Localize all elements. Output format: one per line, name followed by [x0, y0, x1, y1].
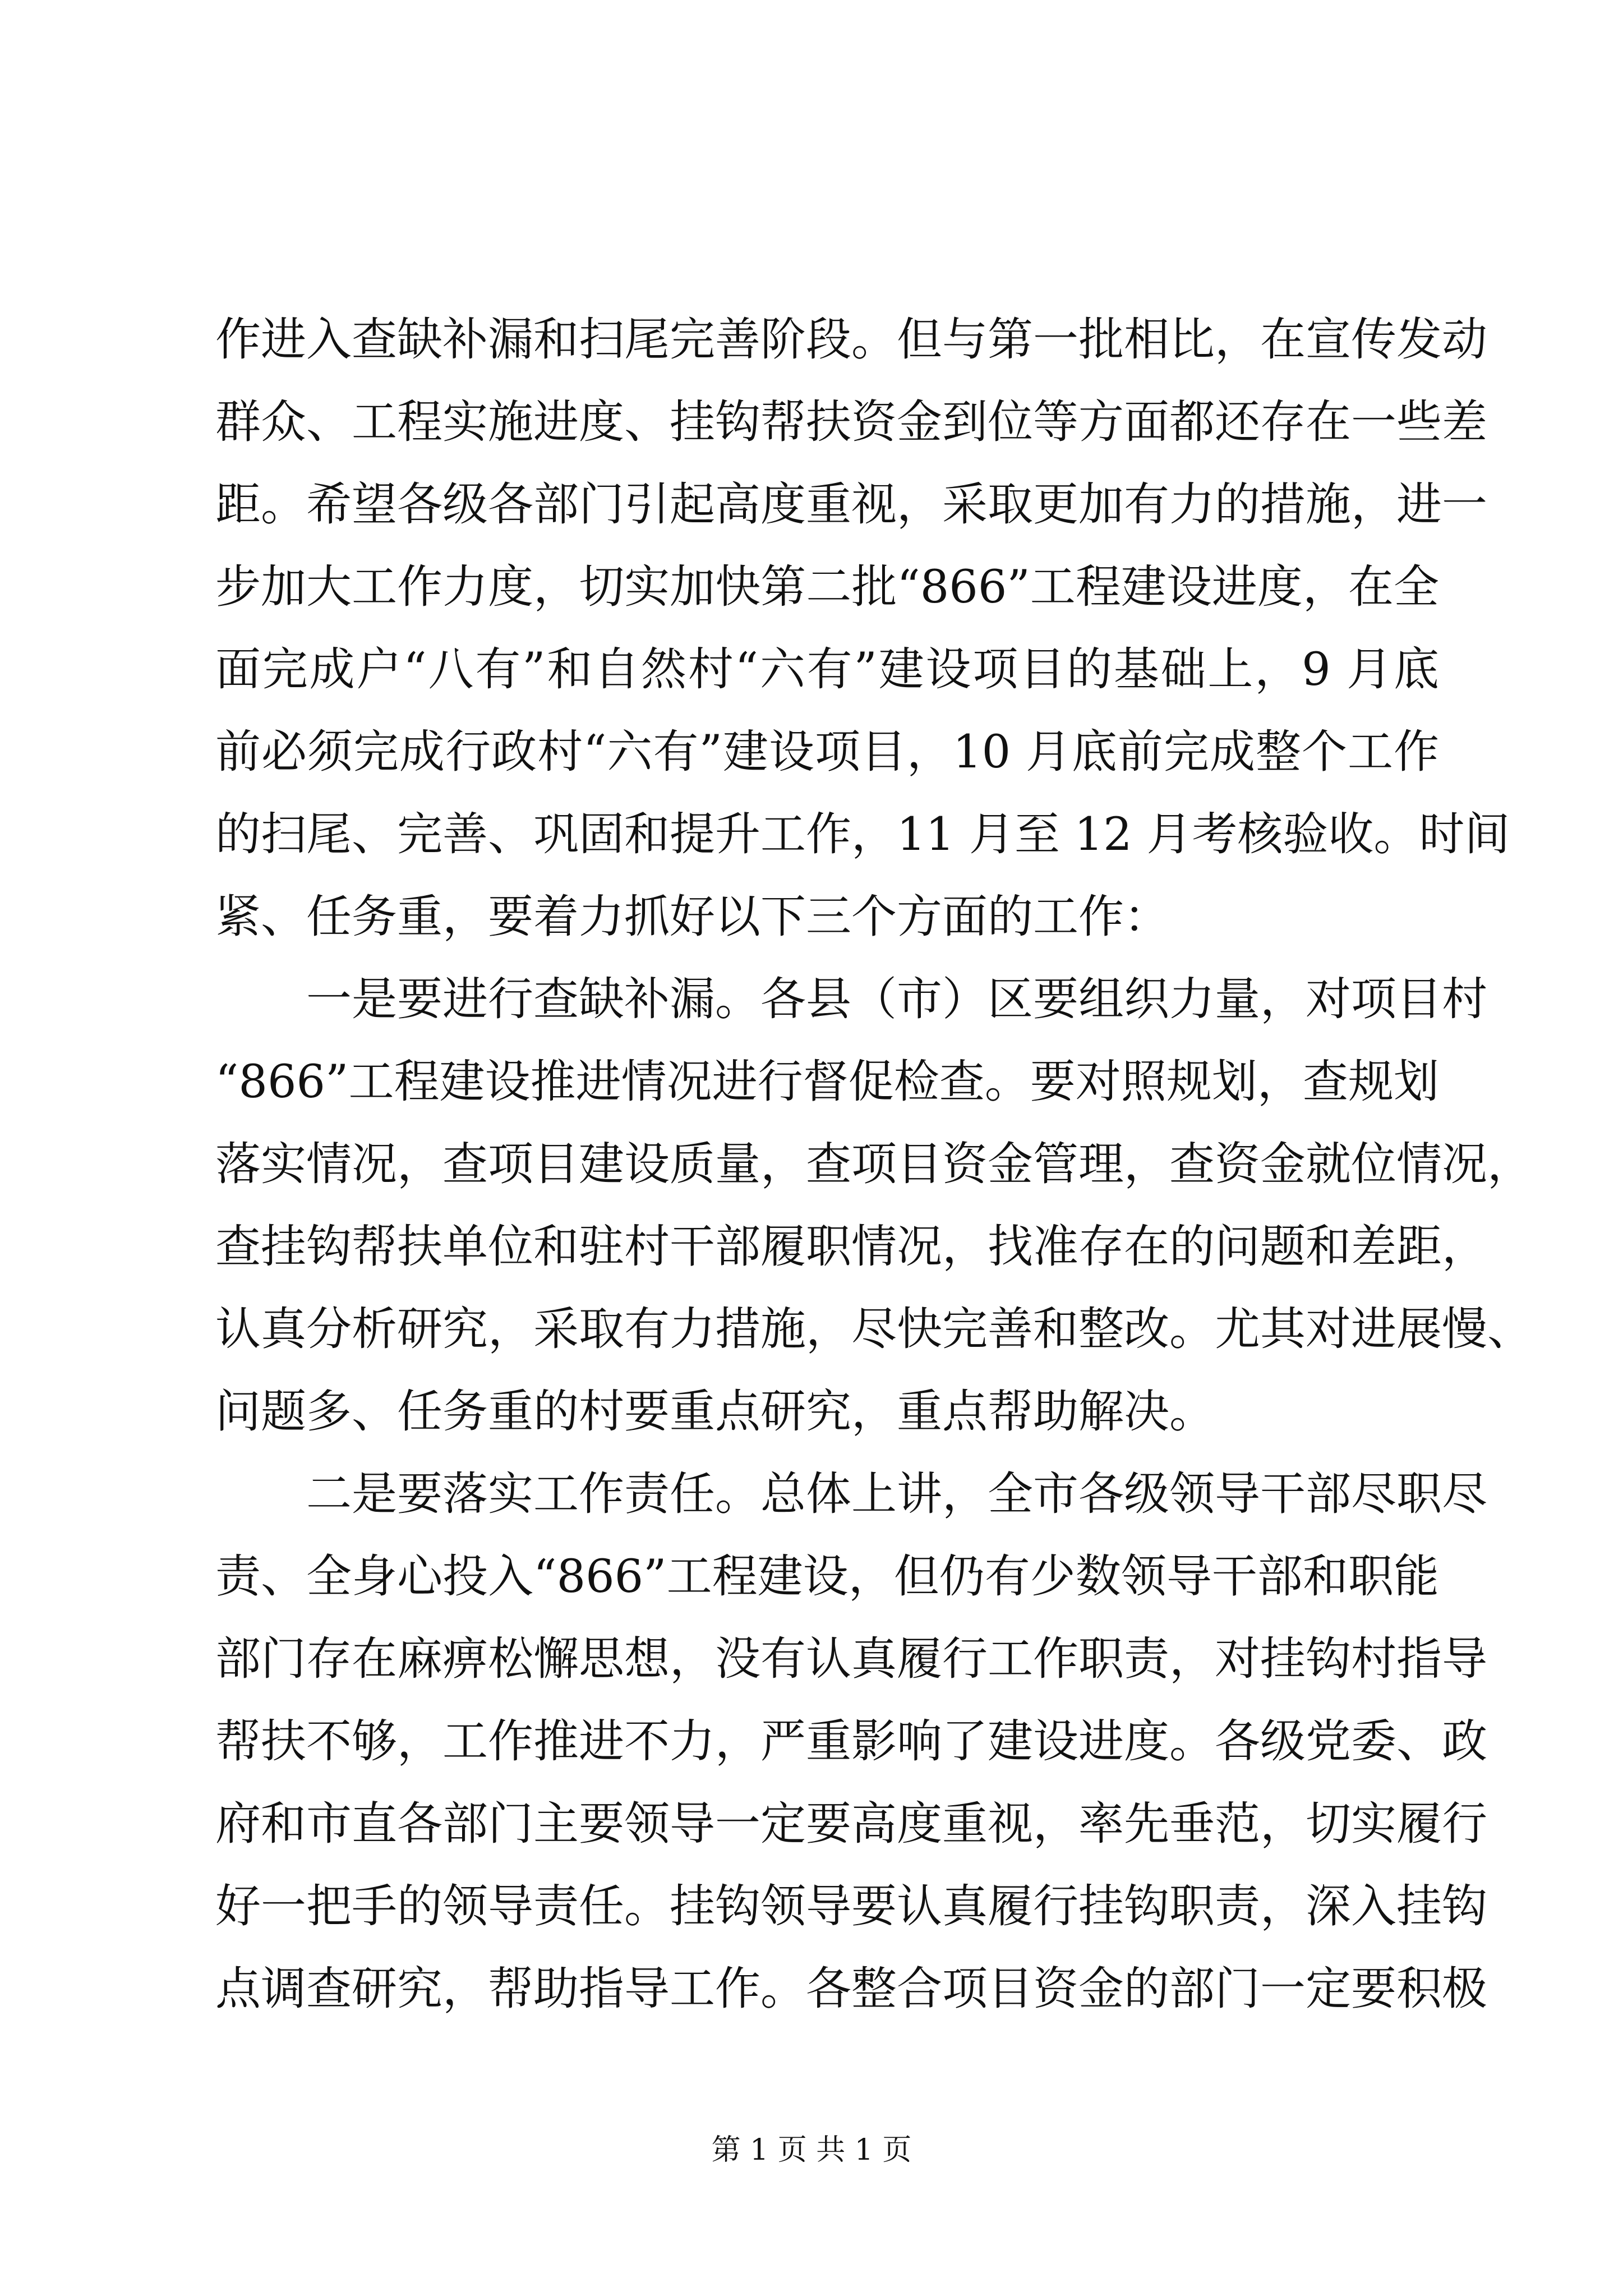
text-line: 面完成户“八有”和自然村“六有”建设项目的基础上，9 月底: [215, 643, 1439, 696]
text-line: 步加大工作力度，切实加快第二批“866”工程建设进度，在全: [215, 561, 1439, 614]
text-line: “866”工程建设推进情况进行督促检查。要对照规划，查规划: [215, 1056, 1439, 1108]
text-line: 责、全身心投入“866”工程建设，但仍有少数领导干部和职能: [215, 1550, 1439, 1603]
text-line: 认真分析研究，采取有力措施，尽快完善和整改。尤其对进展慢、: [215, 1303, 1533, 1356]
text-line: 查挂钩帮扶单位和驻村干部履职情况，找准存在的问题和差距，: [215, 1221, 1488, 1273]
page-number-label: 第 1 页 共 1 页: [711, 2133, 912, 2167]
text-line: 群众、工程实施进度、挂钩帮扶资金到位等方面都还存在一些差: [215, 396, 1488, 449]
text-line: 一是要进行查缺补漏。各县（市）区要组织力量，对项目村: [215, 973, 1488, 1026]
text-line: 问题多、任务重的村要重点研究，重点帮助解决。: [215, 1386, 1215, 1438]
text-line: 落实情况，查项目建设质量，查项目资金管理，查资金就位情况，: [215, 1138, 1533, 1191]
text-line: 距。希望各级各部门引起高度重视，采取更加有力的措施，进一: [215, 478, 1488, 531]
text-line: 好一把手的领导责任。挂钩领导要认真履行挂钩职责，深入挂钩: [215, 1880, 1488, 1933]
text-line: 的扫尾、完善、巩固和提升工作，11 月至 12 月考核验收。时间: [215, 808, 1510, 861]
text-line: 作进入查缺补漏和扫尾完善阶段。但与第一批相比，在宣传发动: [215, 314, 1488, 366]
body-text: [215, 299, 1533, 2031]
text-line: 紧、任务重，要着力抓好以下三个方面的工作：: [215, 891, 1170, 944]
text-line: 府和市直各部门主要领导一定要高度重视，率先垂范，切实履行: [215, 1798, 1488, 1851]
text-line: 点调查研究，帮助指导工作。各整合项目资金的部门一定要积极: [215, 1963, 1488, 2016]
page-footer: [0, 2126, 1623, 2168]
text-line: 二是要落实工作责任。总体上讲，全市各级领导干部尽职尽: [215, 1468, 1488, 1521]
text-line: 前必须完成行政村“六有”建设项目，10 月底前完成整个工作: [215, 726, 1439, 779]
text-line: 帮扶不够，工作推进不力，严重影响了建设进度。各级党委、政: [215, 1715, 1488, 1768]
text-line: 部门存在麻痹松懈思想，没有认真履行工作职责，对挂钩村指导: [215, 1633, 1488, 1686]
